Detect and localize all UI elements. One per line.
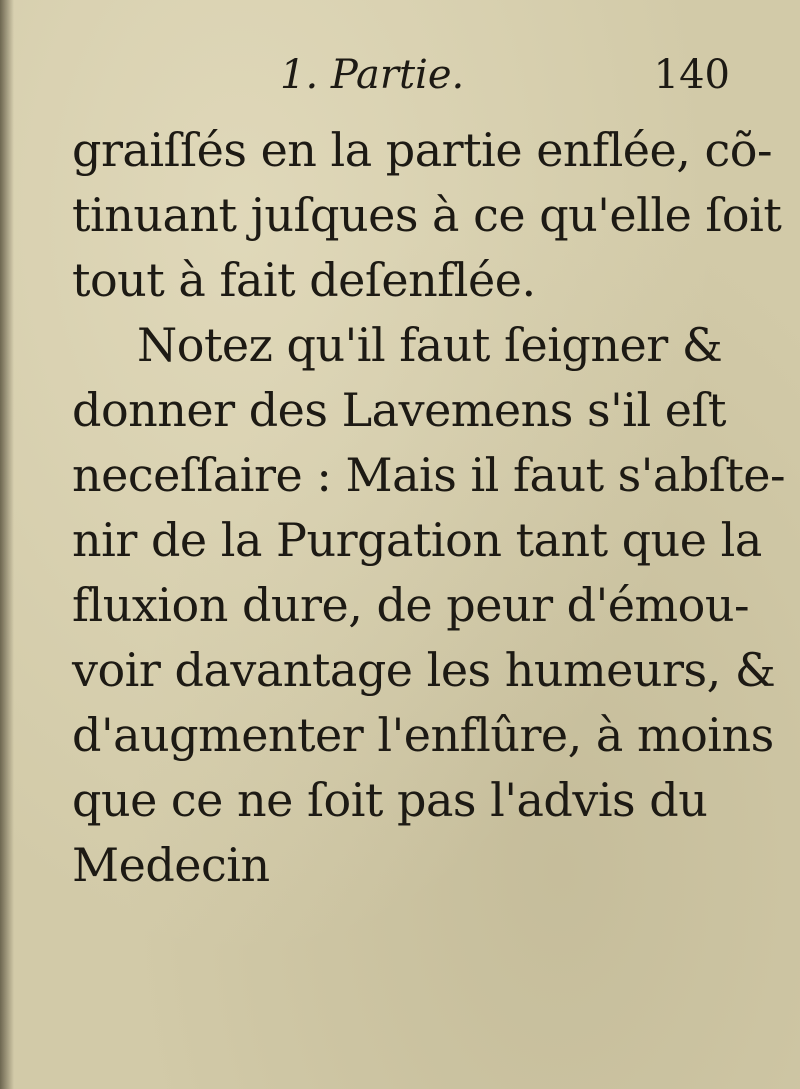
- running-header: [270, 52, 740, 112]
- text-line: tout à fait deſenflée.: [72, 253, 536, 307]
- gutter-shadow: [0, 0, 14, 1089]
- paragraph-start-line: Notez qu'il faut ſeigner &: [137, 318, 723, 372]
- text-line: que ce ne ſoit pas l'advis du: [72, 773, 708, 827]
- text-line: neceſſaire : Mais il faut s'abſte-: [72, 448, 786, 502]
- part-label: 1. Partie.: [280, 52, 465, 98]
- text-line: graiſſés en la partie enflée, cõ-: [72, 123, 772, 177]
- text-line: d'augmenter l'enflûre, à moins: [72, 708, 774, 762]
- page-number: 140: [653, 52, 730, 98]
- text-line: voir davantage les humeurs, &: [72, 643, 776, 697]
- text-line: tinuant juſques à ce qu'elle ſoit: [72, 188, 782, 242]
- text-line: nir de la Purgation tant que la: [72, 513, 762, 567]
- text-line: donner des Lavemens s'il eſt: [72, 383, 727, 437]
- text-line: fluxion dure, de peur d'émou-: [72, 578, 749, 632]
- text-line: Medecin: [72, 838, 270, 892]
- body-text: [72, 118, 786, 898]
